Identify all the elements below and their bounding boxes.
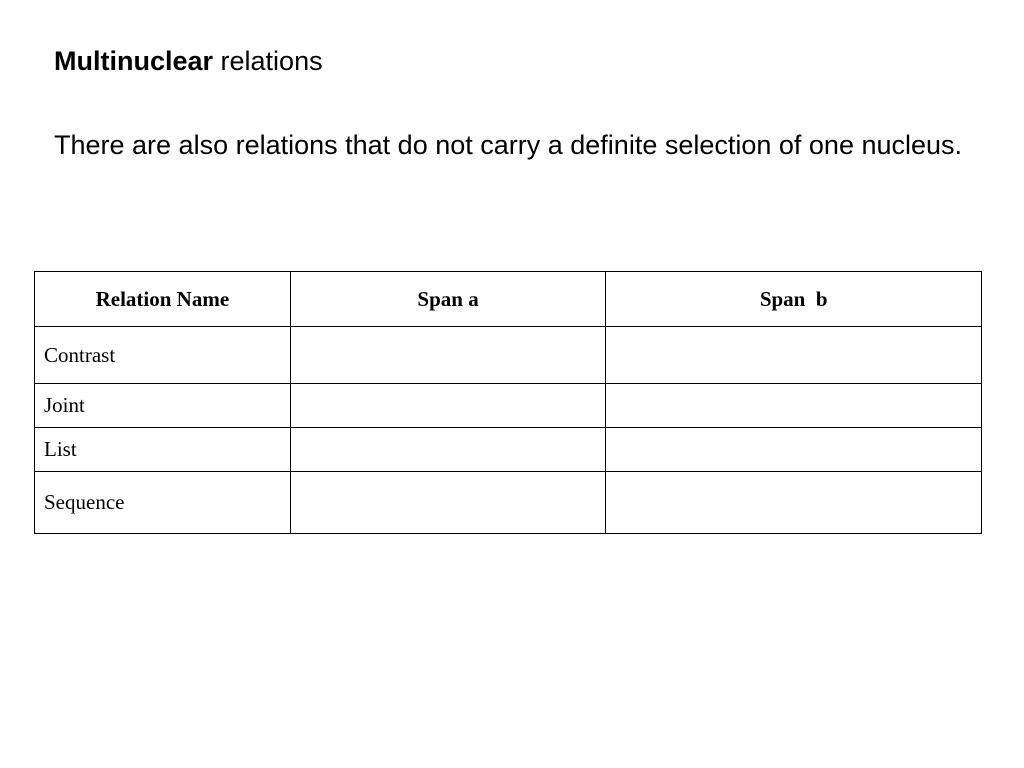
cell-span-b <box>606 384 982 428</box>
table-row <box>35 384 982 428</box>
slide-body-text: There are also relations that do not carry a definite selection of one nucleus. <box>54 130 963 160</box>
cell-span-a <box>290 472 606 534</box>
cell-span-b <box>606 428 982 472</box>
table-row <box>35 472 982 534</box>
slide-title <box>54 44 323 78</box>
relations-table <box>34 271 982 534</box>
header-span-a: Span a <box>290 272 606 327</box>
cell-span-a <box>290 384 606 428</box>
cell-relation-name: Joint <box>35 384 291 428</box>
header-span-b: Span b <box>606 272 982 327</box>
cell-span-b <box>606 327 982 384</box>
table-header-row <box>35 272 982 327</box>
cell-relation-name: Contrast <box>35 327 291 384</box>
slide-title-rest: relations <box>213 46 323 76</box>
table-row <box>35 428 982 472</box>
cell-relation-name: Sequence <box>35 472 291 534</box>
slide-title-bold: Multinuclear <box>54 46 214 76</box>
table-row <box>35 327 982 384</box>
header-relation-name: Relation Name <box>35 272 291 327</box>
cell-span-b <box>606 472 982 534</box>
cell-span-a <box>290 327 606 384</box>
cell-relation-name: List <box>35 428 291 472</box>
cell-span-a <box>290 428 606 472</box>
